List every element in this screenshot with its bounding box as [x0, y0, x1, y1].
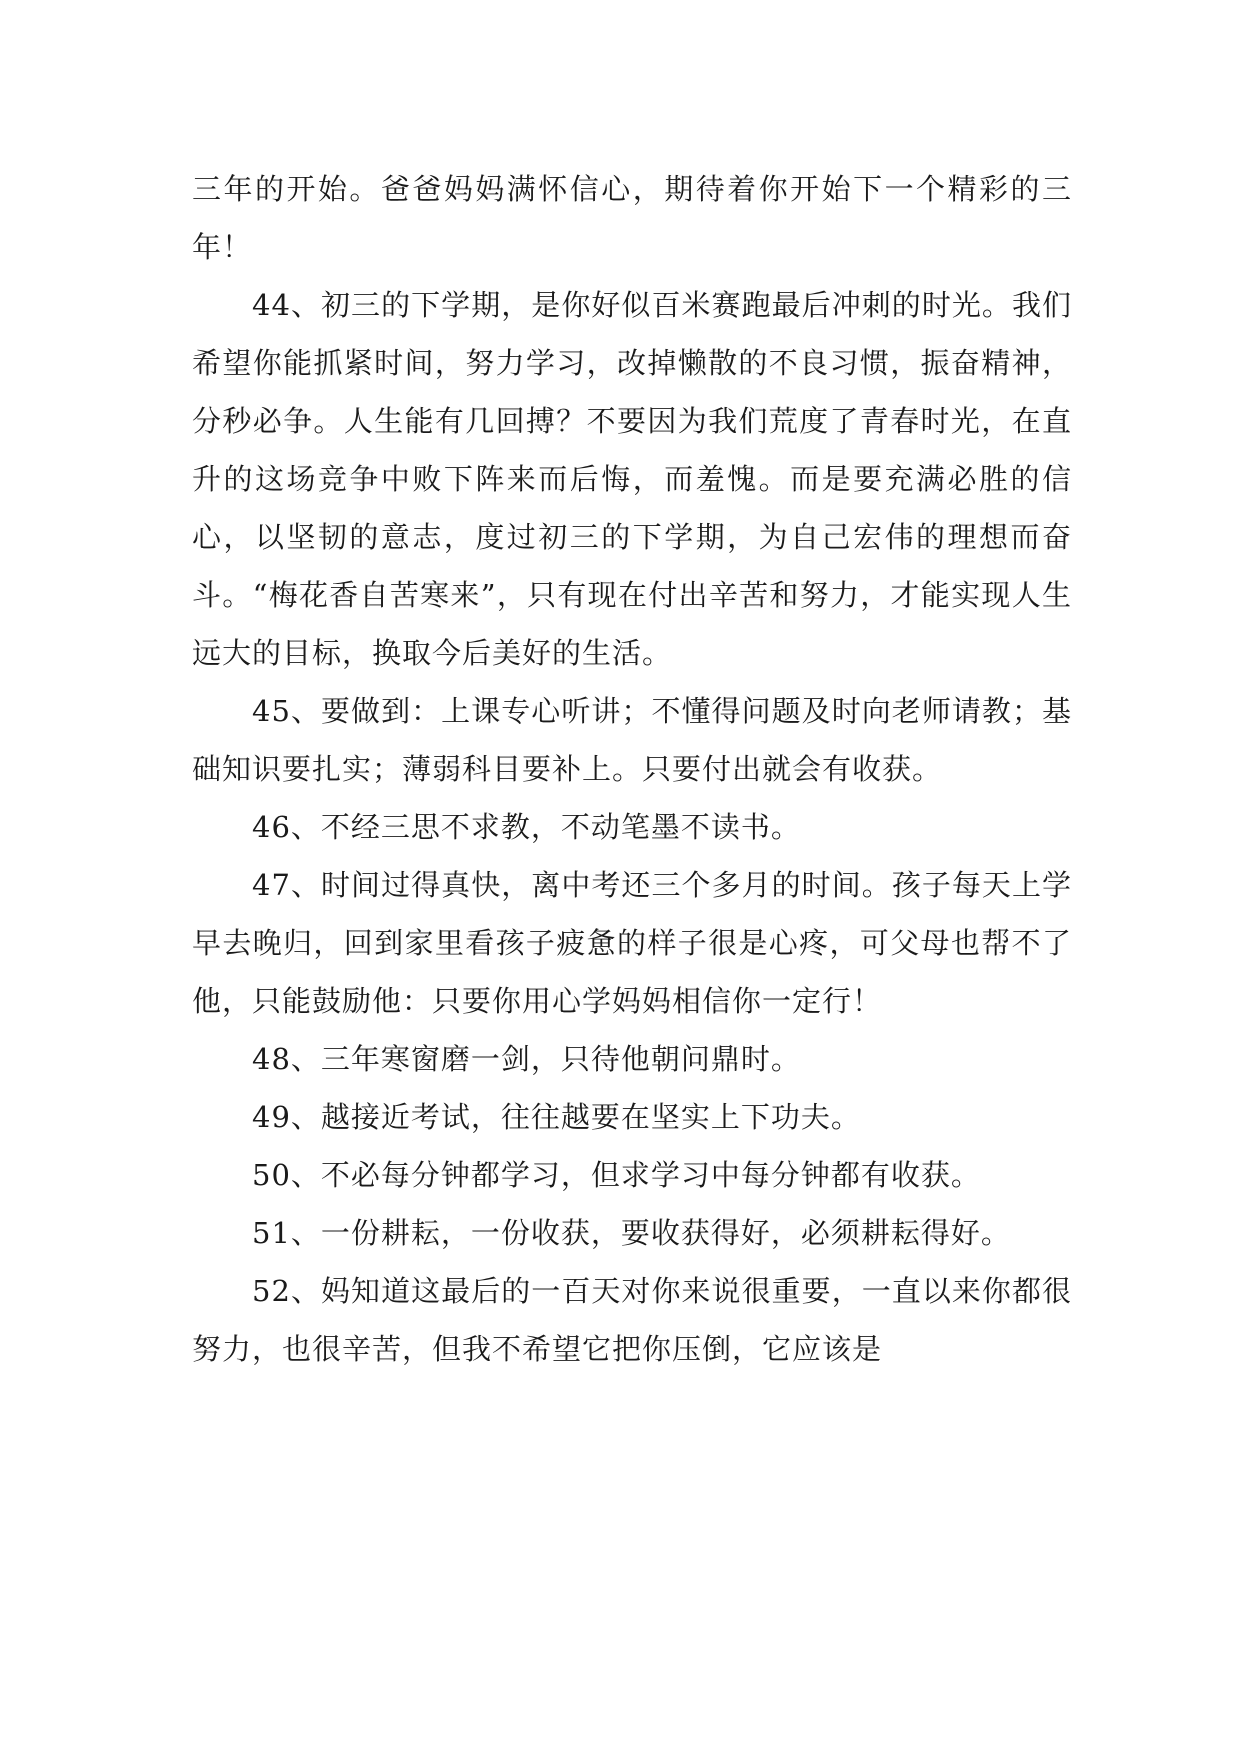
paragraph-item-51: 51、一份耕耘，一份收获，要收获得好，必须耕耘得好。: [252, 1216, 1011, 1250]
paragraph-item-52: 52、妈知道这最后的一百天对你来说很重要，一直以来你都很努力，也很辛苦，但我不希望它把你压倒，它应该是: [192, 1274, 1072, 1366]
paragraph-item-45: 45、要做到：上课专心听讲；不懂得问题及时向老师请教；基础知识要扎实；薄弱科目要补上。只要付出就会有收获。: [192, 694, 1072, 786]
document-body: [192, 160, 1072, 1378]
paragraph-item-44: 44、初三的下学期，是你好似百米赛跑最后冲刺的时光。我们希望你能抓紧时间，努力学习，改掉懒散的不良习惯，振奋精神，分秒必争。人生能有几回搏？不要因为我们荒度了青春时光，在直升的这场竞争中败下阵来而后悔，而羞愧。而是要充满必胜的信心，以坚韧的意志，度过初三的下学期，为自己宏伟的理想而奋斗。“梅花香自苦寒来”，只有现在付出辛苦和努力，才能实现人生远大的目标，换取今后美好的生活。: [192, 288, 1072, 670]
paragraph-item-49: 49、越接近考试，往往越要在坚实上下功夫。: [252, 1100, 861, 1134]
paragraph-item-46: 46、不经三思不求教，不动笔墨不读书。: [252, 810, 801, 844]
paragraph-item-47: 47、时间过得真快，离中考还三个多月的时间。孩子每天上学早去晚归，回到家里看孩子疲惫的样子很是心疼，可父母也帮不了他，只能鼓励他：只要你用心学妈妈相信你一定行！: [192, 868, 1072, 1018]
paragraph-continuation: 三年的开始。爸爸妈妈满怀信心，期待着你开始下一个精彩的三年！: [192, 172, 1072, 264]
paragraph-item-50: 50、不必每分钟都学习，但求学习中每分钟都有收获。: [252, 1158, 981, 1192]
paragraph-item-48: 48、三年寒窗磨一剑，只待他朝问鼎时。: [252, 1042, 801, 1076]
